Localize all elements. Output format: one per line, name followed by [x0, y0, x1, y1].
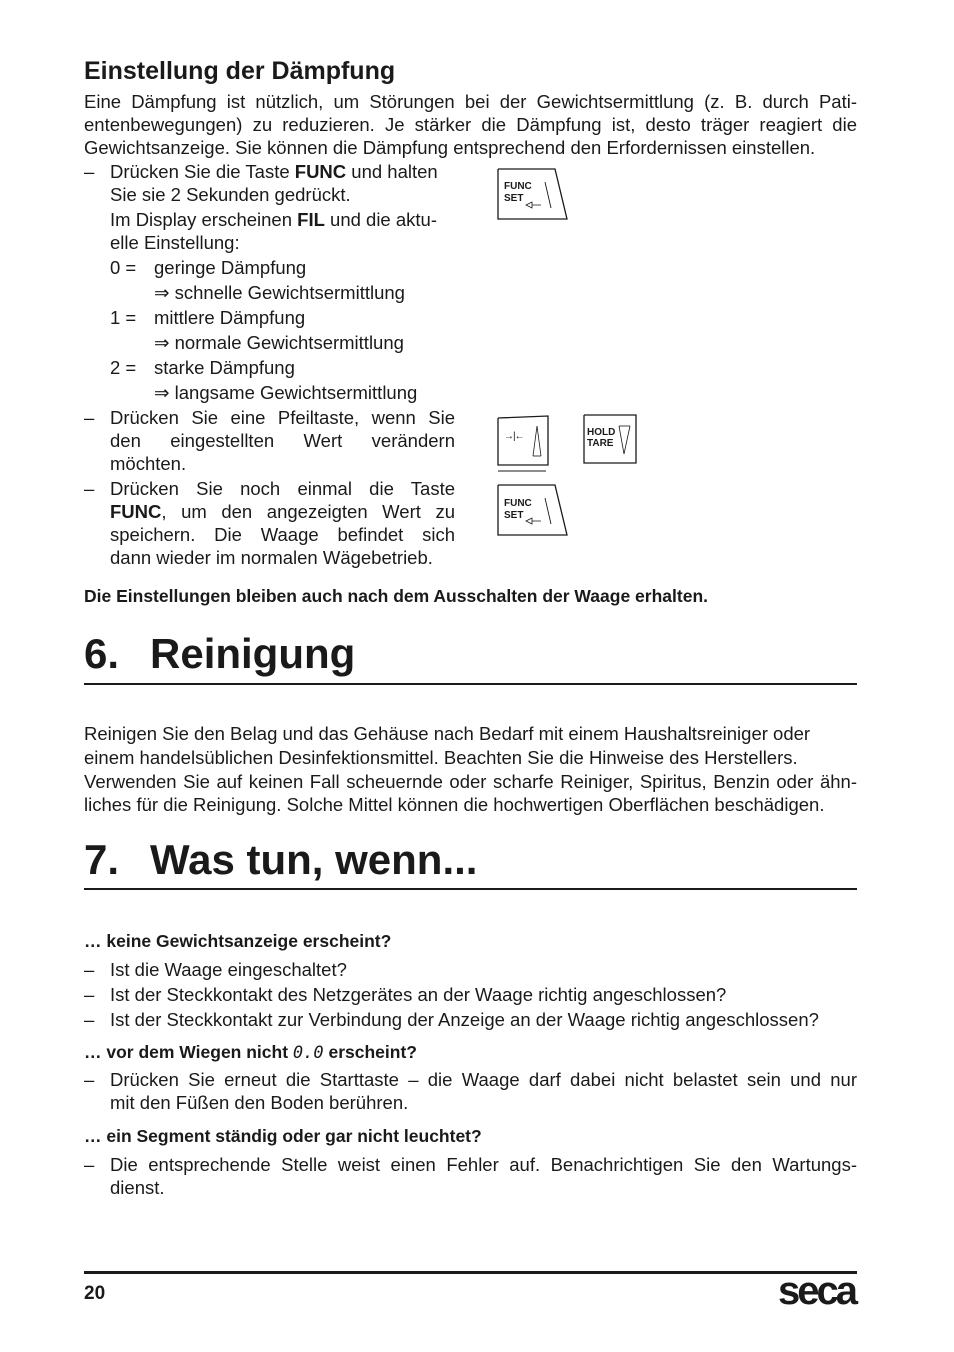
- q2-heading: [84, 1042, 417, 1063]
- step2-dash: –: [84, 407, 95, 428]
- section-6-number: 6.: [84, 630, 120, 677]
- step1-text-pre: Drücken Sie die Taste: [110, 161, 295, 182]
- cleaning-para1-line2: einem handelsüblichen Desinfektionsmittel. Beachten Sie die Hinweise des Herstellers.: [84, 747, 798, 768]
- hold-key-label: HOLD: [587, 427, 616, 438]
- q1-item-3: Ist der Steckkontakt zur Verbindung der Anzeige an der Waage richtig angeschlossen?: [110, 1009, 819, 1030]
- step3-line-2: [110, 500, 455, 523]
- option-1-num: 1 =: [110, 307, 137, 328]
- set-key-label: SET: [504, 193, 524, 204]
- q1-item-2: Ist der Steckkontakt des Netzgerätes an der Waage richtig angeschlossen?: [110, 984, 727, 1005]
- step1-l3-post: und die aktu-: [324, 209, 437, 230]
- step1-line-1: [110, 160, 438, 183]
- q2-item-1-line1: Drücken Sie erneut die Starttaste – die Waage darf dabei nicht belastet sein und nur: [110, 1069, 857, 1090]
- option-2-result: ⇒ langsame Gewichtsermittlung: [154, 382, 418, 403]
- seca-logo: seca: [778, 1269, 855, 1313]
- q3-item-1-line2: dienst.: [110, 1177, 165, 1198]
- footer-rule: [84, 1271, 857, 1274]
- settings-retained-note: Die Einstellungen bleiben auch nach dem Ausschalten der Waage erhalten.: [84, 586, 708, 606]
- func-keyword: FUNC: [294, 161, 347, 182]
- cleaning-para2-line1: Verwenden Sie auf keinen Fall scheuernde oder scharfe Reiniger, Spiritus, Benzin oder ähn-: [84, 771, 857, 792]
- q1-item-1: Ist die Waage eingeschaltet?: [110, 959, 347, 980]
- step1-line-2: Sie sie 2 Sekunden gedrückt.: [110, 184, 351, 205]
- step3-line-1: Drücken Sie noch einmal die Taste: [110, 478, 455, 499]
- q3-heading: … ein Segment ständig oder gar nicht leuchtet?: [84, 1126, 482, 1146]
- step1-dash: –: [84, 161, 95, 182]
- q3-item-1-line1: Die entsprechende Stelle weist einen Fehler auf. Benachrichtigen Sie den Wartungs-: [110, 1154, 857, 1175]
- section-6-rule: [84, 683, 857, 685]
- q1-dash-2: –: [84, 984, 95, 1005]
- intro-line-2: entenbewegungen) zu reduzieren. Je stärker die Dämpfung ist, desto träger reagiert die: [84, 114, 857, 135]
- q3-dash-1: –: [84, 1154, 95, 1175]
- func-set-key-2: [497, 484, 569, 536]
- option-0-label: geringe Dämpfung: [154, 257, 307, 278]
- step2-line-1: Drücken Sie eine Pfeiltaste, wenn Sie: [110, 407, 455, 428]
- display-reading: 0.0: [292, 1043, 324, 1063]
- q2-dash-1: –: [84, 1069, 95, 1090]
- arrow-key-symbol: →|←: [504, 431, 524, 442]
- step3-l2-post: , um den angezeigten Wert zu: [161, 501, 455, 522]
- section-7-rule: [84, 888, 857, 890]
- intro-line-1: Eine Dämpfung ist nützlich, um Störungen bei der Gewichtsermittlung (z. B. durch Pati-: [84, 91, 857, 112]
- q1-dash-3: –: [84, 1009, 95, 1030]
- option-0-result: ⇒ schnelle Gewichtsermittlung: [154, 282, 405, 303]
- func-set-key-1: [497, 168, 569, 220]
- step1-l3-pre: Im Display erscheinen: [110, 209, 298, 230]
- step3-dash: –: [84, 478, 95, 499]
- fil-keyword: FIL: [297, 209, 325, 230]
- q1-heading: … keine Gewichtsanzeige erscheint?: [84, 931, 392, 951]
- q2-item-1-line2: mit den Füßen den Boden berühren.: [110, 1092, 409, 1113]
- option-0-num: 0 =: [110, 257, 137, 278]
- cleaning-para1-line1: Reinigen Sie den Belag und das Gehäuse nach Bedarf mit einem Haushaltsreiniger oder: [84, 723, 811, 744]
- option-1-result: ⇒ normale Gewichtsermittlung: [154, 332, 404, 353]
- q2-heading-post: erscheint?: [323, 1042, 417, 1062]
- tare-key-label: TARE: [587, 438, 614, 449]
- q1-dash-1: –: [84, 959, 95, 980]
- arrow-key: [497, 414, 551, 472]
- set-key-label: SET: [504, 510, 524, 521]
- section-heading-damping: Einstellung der Dämpfung: [84, 57, 396, 85]
- step1-text-post: und halten: [346, 161, 438, 182]
- section-6-title: Reinigung: [150, 630, 356, 677]
- func-key-label: FUNC: [504, 181, 532, 192]
- step1-line-4: elle Einstellung:: [110, 232, 240, 253]
- section-7-number: 7.: [84, 836, 120, 883]
- func-keyword: FUNC: [110, 501, 162, 522]
- arrow-key-icon: [497, 414, 551, 472]
- intro-line-3: Gewichtsanzeige. Sie können die Dämpfung entsprechend den Erfordernissen einstellen.: [84, 137, 816, 158]
- option-2-label: starke Dämpfung: [154, 357, 295, 378]
- q2-heading-pre: … vor dem Wiegen nicht: [84, 1042, 293, 1062]
- cleaning-para2-line2: liches für die Reinigung. Solche Mittel können die hochwertigen Oberflächen beschädigen.: [84, 794, 825, 815]
- option-2-num: 2 =: [110, 357, 137, 378]
- hold-tare-key: [583, 414, 637, 464]
- step1-line-3: [110, 208, 437, 231]
- option-1-label: mittlere Dämpfung: [154, 307, 306, 328]
- section-7-title: Was tun, wenn...: [150, 836, 478, 883]
- step3-line-4: dann wieder im normalen Wägebetrieb.: [110, 547, 433, 568]
- step2-line-2: den eingestellten Wert verändern: [110, 430, 455, 451]
- func-key-label: FUNC: [504, 498, 532, 509]
- step2-line-3: möchten.: [110, 453, 187, 474]
- step3-line-3: speichern. Die Waage befindet sich: [110, 524, 455, 545]
- page-number: 20: [84, 1283, 106, 1304]
